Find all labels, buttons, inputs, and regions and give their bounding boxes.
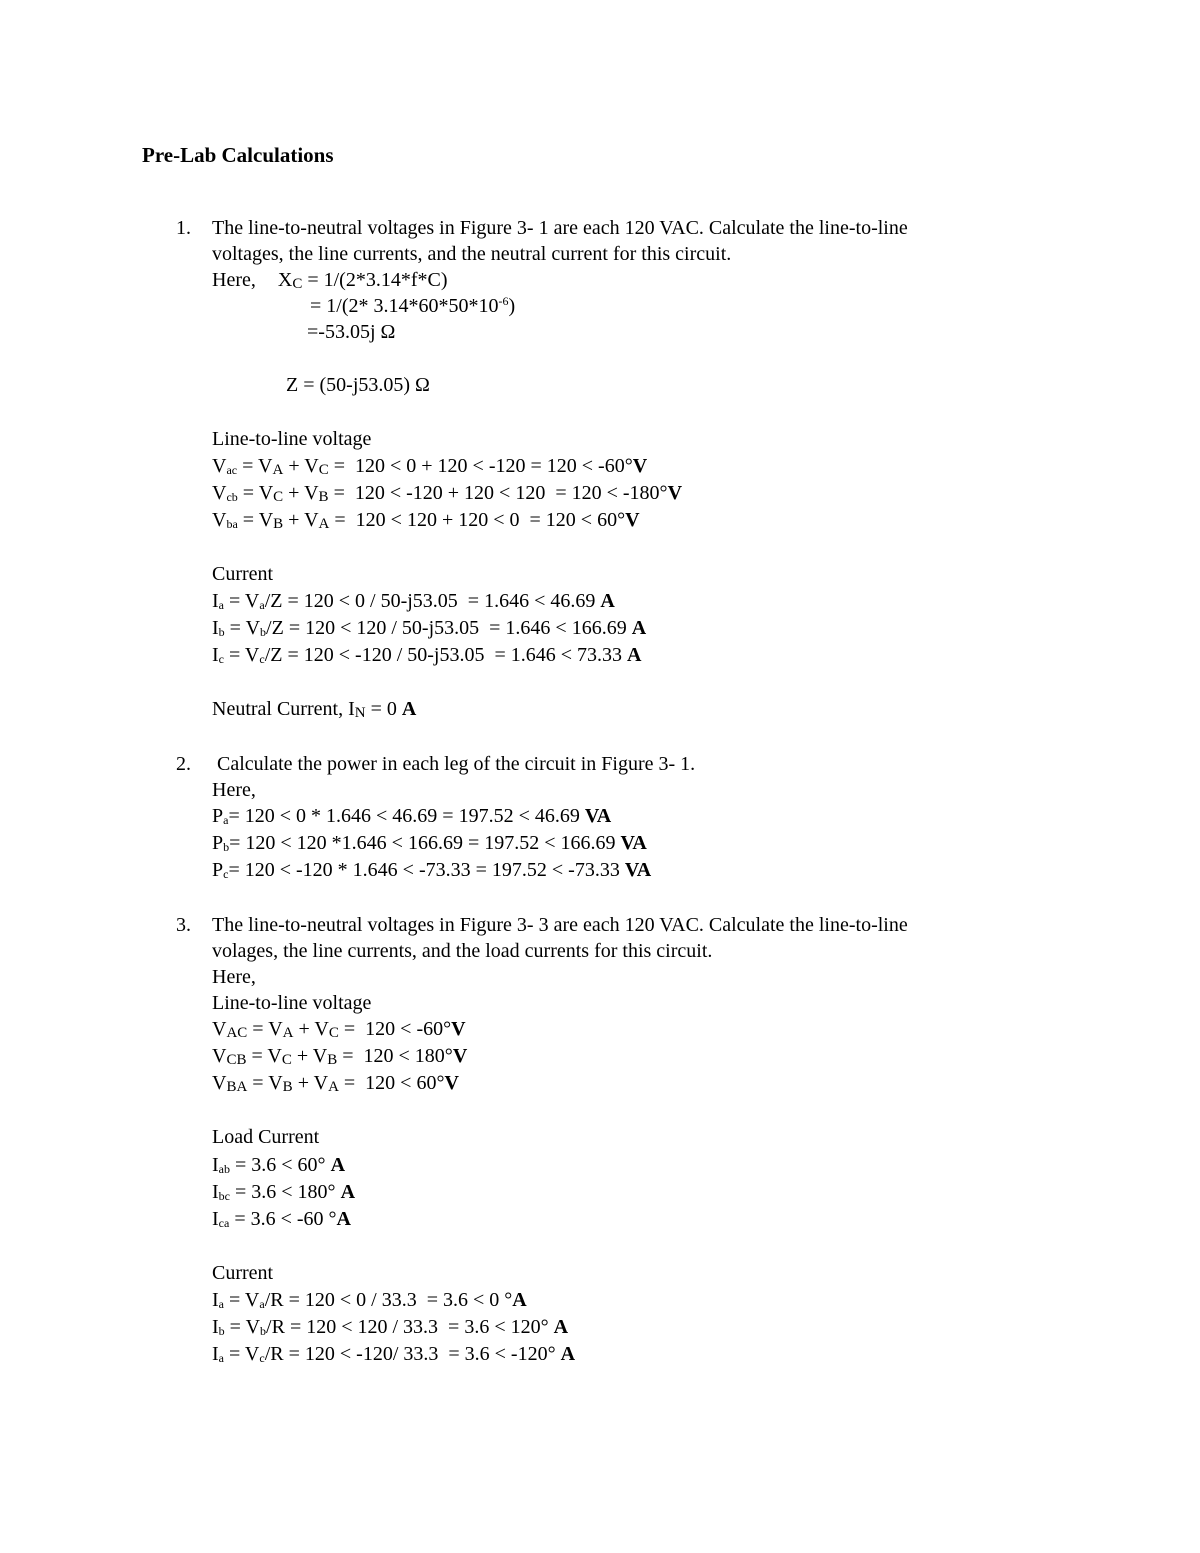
q3-vac-line: $V_{AC} = V_A + V_C = 120 < -60^\circ V$ [212,1018,466,1041]
q3-current-heading: Current [212,1262,274,1284]
q3-vcb-line: $V_{CB} = V_C + V_B = 120 < 180^\circ V$ [212,1045,468,1068]
q1-current-heading: Current [212,563,274,585]
q3-vba-line: $V_{BA} = V_B + V_A = 120 < 60^\circ V$ [212,1072,459,1095]
q1-ib-line: $I_b = V_b/Z = 120 < 120 / 50-j53.05 = 1.646 < 166.69$ A [212,617,647,639]
q3-iab-line: $I_{ab} = 3.6 < 60^\circ$ A [212,1154,346,1176]
q3-ic-line: $I_a = V_c/R = 120 < -120/$ 33.3 = 3.6 < -120° A [212,1343,576,1365]
q1-xc-formula: Here, $X_C = 1/(2*3.14*f*C)$ [212,269,448,292]
q3-ib-line: $I_b = V_b/R = 120 < 120 / 33.3 = 3.6 < 120^\circ$ A [212,1316,569,1338]
q1-here-label: Here, [212,269,256,291]
q1-vac-line: $V_{ac} = V_A + V_C = 120 < 0 + 120 < -120 = 120 < -60^\circ V$ [212,455,648,478]
q2-pb-line: $P_b= 120 < 120$ *1.646 < 166.69 = 197.52 < 166.69 VA [212,832,647,854]
q1-vcb-line: $V_{cb} = V_C + V_B = 120 < -120 + 120 < 120 = 120 < -180^\circ V$ [212,482,683,505]
q1-ia-line: $I_a = V_a/Z = 120 < 0 / 50-j53.05 = 1.646 < 46.69$ A [212,590,615,612]
q1-text-line1: The line-to-neutral voltages in Figure 3- 1 are each 120 VAC. Calculate the line-to-line [212,217,908,239]
q3-text-line2: volages, the line currents, and the load currents for this circuit. [212,940,713,962]
q1-xc-step2: = 1/(2* $3.14*60*50*10^{-6}$) [310,294,516,317]
q1-impedance: Z = (50-j53.05) Ω [286,374,430,396]
q1-number: 1. [176,217,191,239]
q3-llv-heading: Line-to-line voltage [212,992,372,1014]
q3-here-label: Here, [212,966,256,988]
q2-number: 2. [176,753,191,775]
q1-text-line2: voltages, the line currents, and the neutral current for this circuit. [212,243,732,265]
q1-llv-heading: Line-to-line voltage [212,428,372,450]
q1-ic-line: $I_c = V_c/Z = 120 < -120 / 50-j53.05 = 1.646 < 73.33$ A [212,644,642,666]
q2-pc-line: $P_c= 120 < -120 * 1.646 < -73.33 = 197.52 < -73.33$ VA [212,859,652,881]
page-title: Pre-Lab Calculations [142,143,334,167]
q3-ica-line: $I_{ca} = 3.6 < -60$ °A [212,1208,351,1230]
q2-here-label: Here, [212,779,256,801]
q1-neutral-current: Neutral Current, $I_N = 0$ A [212,698,417,721]
q2-text-line1: Calculate the power in each leg of the circuit in Figure 3- 1. [212,753,696,775]
q3-load-heading: Load Current [212,1126,320,1148]
q3-ia-line: $I_a = V_a/R = 120 < 0 / 33.3 = 3.6 < 0$ °A [212,1289,527,1311]
q3-text-line1: The line-to-neutral voltages in Figure 3- 3 are each 120 VAC. Calculate the line-to-line [212,914,908,936]
q3-number: 3. [176,914,191,936]
q2-pa-line: $P_a= 120 < 0 * 1.646 < 46.69 = 197.52 < 46.69$ VA [212,805,612,827]
q1-vba-line: $V_{ba} = V_B + V_A = 120 < 120 + 120 < 0 = 120 < 60^\circ V$ [212,509,640,532]
q1-xc-result: =-53.05j Ω [307,321,396,343]
q3-ibc-line: $I_{bc} = 3.6 < 180^\circ$ A [212,1181,356,1203]
